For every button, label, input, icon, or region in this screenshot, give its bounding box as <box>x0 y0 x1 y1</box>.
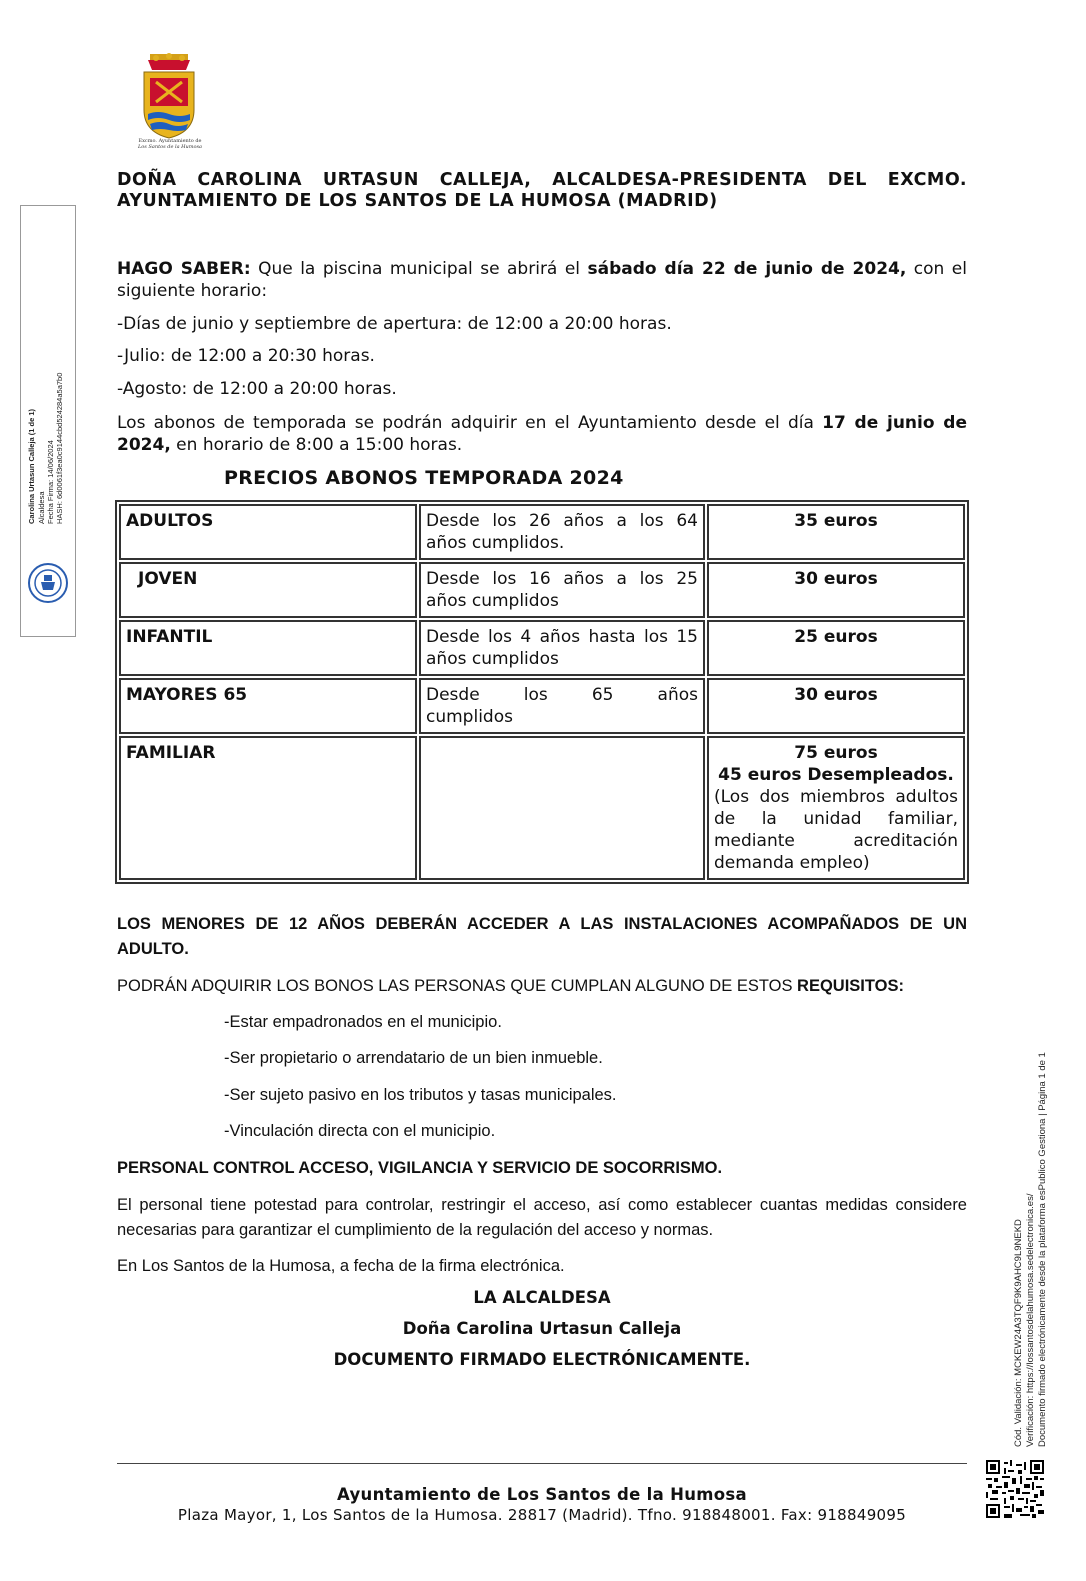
signature-name: Doña Carolina Urtasun Calleja <box>402 1319 682 1338</box>
intro-text-end: con el siguiente horario: <box>117 259 967 301</box>
familiar-price-cell <box>707 736 965 880</box>
season-pass-text: Los abonos de temporada se podrán adquirir en el Ayuntamiento desde el día <box>117 413 823 433</box>
staff-text: El personal tiene potestad para controlar, restringir el acceso, así como establecer cuantas medidas considere necesarias para garantizar el cumplimiento de la regulación del acceso y normas. <box>117 1196 967 1239</box>
description-cell <box>419 736 705 880</box>
stamp-date: Fecha Firma: 14/06/2024 <box>46 440 55 524</box>
familiar-note: (Los dos miembros adultos de la unidad familiar, mediante acreditación demanda empleo) <box>714 787 958 873</box>
footer-address: Plaza Mayor, 1, Los Santos de la Humosa. 28817 (Madrid). Tfno. 918848001. Fax: 918849095 <box>177 1506 907 1524</box>
requirement-item: -Vinculación directa con el municipio. <box>224 1122 496 1140</box>
season-pass-date: 17 de junio de 2024, <box>117 413 967 455</box>
prices-title: PRECIOS ABONOS TEMPORADA 2024 <box>224 467 624 489</box>
intro-lead: HAGO SABER: <box>117 259 251 279</box>
table-row <box>119 504 965 560</box>
category-cell: JOVEN <box>119 562 417 618</box>
stamp-signer: Carolina Urtasun Calleja (1 de 1) <box>27 408 36 524</box>
validation-code: Cód. Validación: MCKEW24A3TQF9K9AHC9L9NEKD <box>1013 1219 1024 1447</box>
intro-text: Que la piscina municipal se abrirá el <box>250 259 588 279</box>
signature-stamp-box <box>20 205 76 637</box>
schedule-item: -Julio: de 12:00 a 20:30 horas. <box>117 346 375 366</box>
opening-date: sábado día 22 de junio de 2024, <box>587 259 907 279</box>
price-cell: 25 euros <box>707 620 965 676</box>
staff-heading: PERSONAL CONTROL ACCESO, VIGILANCIA Y SERVICIO DE SOCORRISMO. <box>117 1159 723 1177</box>
schedule-item: -Agosto: de 12:00 a 20:00 horas. <box>117 379 397 399</box>
logo-caption: Excmo. Ayuntamiento de Los Santos de la Humosa <box>137 138 203 150</box>
seal-icon <box>27 562 69 608</box>
category-cell: ADULTOS <box>119 504 417 560</box>
requirements-label: REQUISITOS: <box>797 977 904 995</box>
category-cell: FAMILIAR <box>119 736 417 880</box>
requirement-item: -Ser propietario o arrendatario de un bien inmueble. <box>224 1049 603 1067</box>
price-cell: 30 euros <box>707 678 965 734</box>
description-cell: Desde los 26 años a los 64 años cumplidos. <box>419 504 705 560</box>
description-cell: Desde los 4 años hasta los 15 años cumplidos <box>419 620 705 676</box>
intro-paragraph <box>117 258 967 302</box>
qr-code-icon <box>986 1460 1044 1518</box>
table-row <box>119 736 965 880</box>
validation-url: Verificación: https://lossantosdelahumosa.sedelectronica.es/ <box>1025 1193 1036 1447</box>
signature-role: LA ALCALDESA <box>473 1288 611 1307</box>
price-cell: 35 euros <box>707 504 965 560</box>
season-pass-hours: en horario de 8:00 a 15:00 horas. <box>170 435 463 455</box>
prices-table <box>115 500 969 884</box>
requirement-item: -Estar empadronados en el municipio. <box>224 1013 502 1031</box>
description-cell: Desde los 65 años cumplidos <box>419 678 705 734</box>
validation-platform: Documento firmado electrónicamente desde la plataforma esPublico Gestiona | Página 1 de 1 <box>1037 1052 1048 1447</box>
category-cell: INFANTIL <box>119 620 417 676</box>
signature-note: DOCUMENTO FIRMADO ELECTRÓNICAMENTE. <box>333 1350 751 1369</box>
category-cell: MAYORES 65 <box>119 678 417 734</box>
schedule-item: -Días de junio y septiembre de apertura: de 12:00 a 20:00 horas. <box>117 314 672 334</box>
requirement-item: -Ser sujeto pasivo en los tributos y tasas municipales. <box>224 1086 617 1104</box>
requirements-intro-text: PODRÁN ADQUIRIR LOS BONOS LAS PERSONAS QUE CUMPLAN ALGUNO DE ESTOS <box>117 977 798 995</box>
stamp-role: Alcaldesa <box>37 491 46 524</box>
familiar-price: 75 euros <box>794 743 878 763</box>
footer-organization: Ayuntamiento de Los Santos de la Humosa <box>337 1485 747 1504</box>
table-row <box>119 562 965 618</box>
stamp-hash: HASH: 6d0061f3ea0c9144cbd524284a5a7b0 <box>55 372 64 524</box>
table-row <box>119 678 965 734</box>
minors-notice: LOS MENORES DE 12 AÑOS DEBERÁN ACCEDER A LAS INSTALACIONES ACOMPAÑADOS DE UN ADULTO. <box>117 915 967 958</box>
price-cell: 30 euros <box>707 562 965 618</box>
description-cell: Desde los 16 años a los 25 años cumplidos <box>419 562 705 618</box>
table-row <box>119 620 965 676</box>
requirements-intro <box>117 974 967 999</box>
season-pass-paragraph <box>117 412 967 456</box>
footer-divider <box>117 1463 967 1464</box>
closing-place: En Los Santos de la Humosa, a fecha de la firma electrónica. <box>117 1257 565 1275</box>
familiar-unemployed-price: 45 euros Desempleados. <box>718 765 954 785</box>
document-heading: DOÑA CAROLINA URTASUN CALLEJA, ALCALDESA-PRESIDENTA DEL EXCMO. AYUNTAMIENTO DE LOS SANTOS DE LA HUMOSA (MADRID) <box>117 170 967 211</box>
